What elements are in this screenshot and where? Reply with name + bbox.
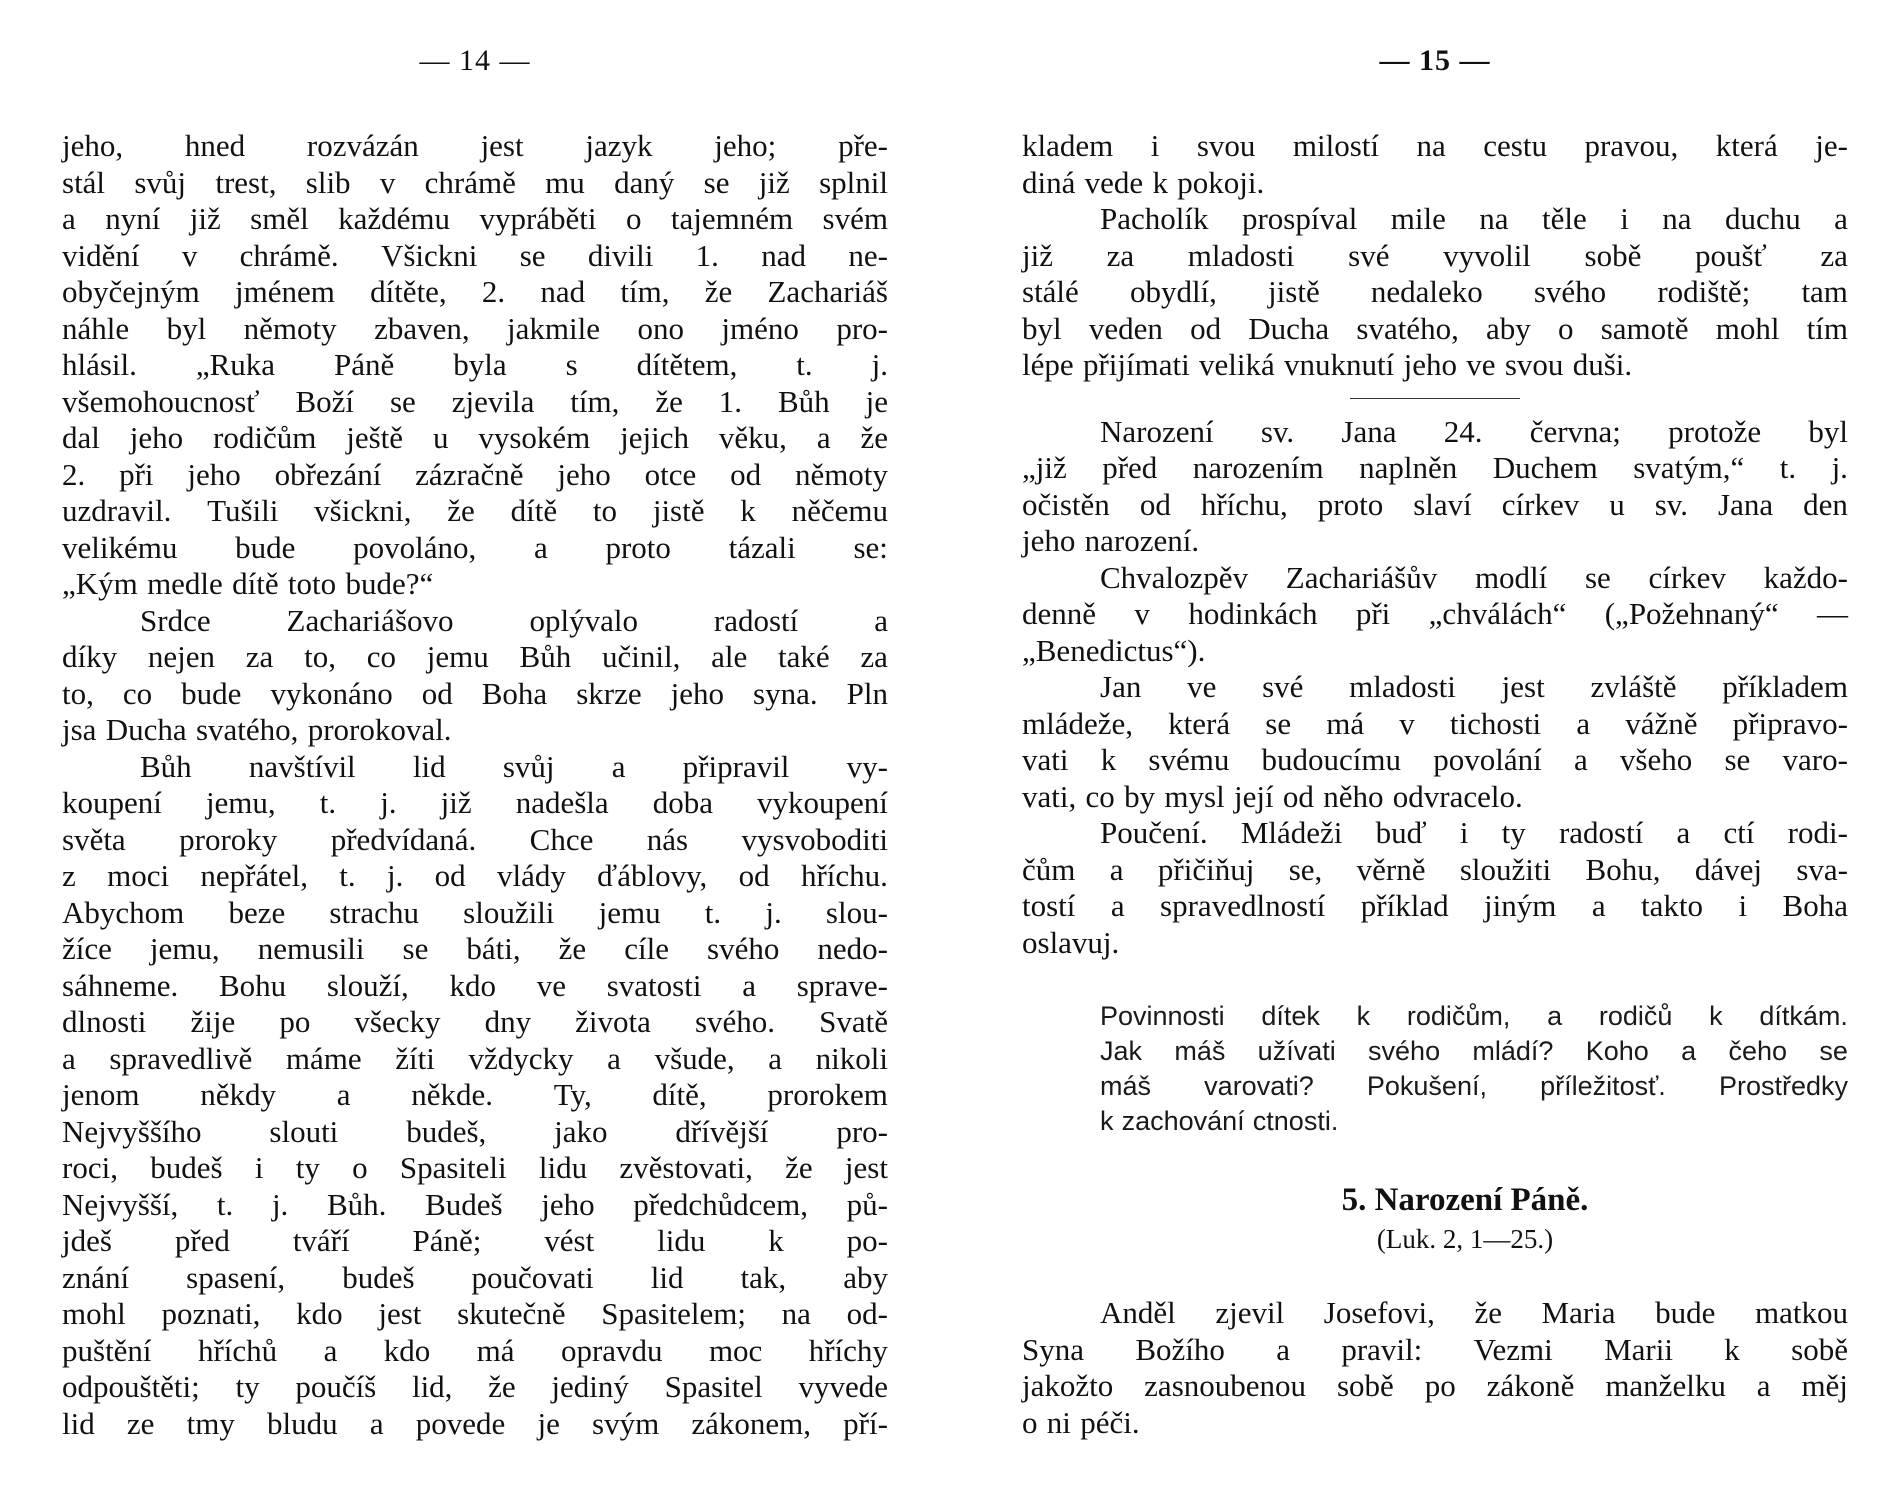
- text-line: a spravedlivě máme žíti vždycky a všude, a nikoli: [62, 1040, 888, 1076]
- text-line: máš varovati? Pokušení, příležitosť. Prostředky: [1100, 1071, 1848, 1101]
- text-line: Poučení. Mládeži buď i ty radostí a ctí rodi-: [1100, 815, 1848, 850]
- text-line: jenom někdy a někde. Ty, dítě, prorokem: [62, 1077, 888, 1112]
- text-line: vati, co by mysl její od něho odvracelo.: [1022, 778, 1523, 814]
- text-line: Nejvyššího slouti budeš, jako dřívější pro-: [62, 1113, 888, 1149]
- text-line: a nyní již směl každému vypráběti o tajemném svém: [62, 201, 888, 236]
- chapter-title: 5. Narození Páně.: [1341, 1182, 1589, 1218]
- text-line: vati k svému budoucímu povolání a všeho se varo-: [1022, 742, 1848, 777]
- text-line: dlnosti žije po všecky dny života svého. Svatě: [62, 1004, 888, 1039]
- text-line: koupení jemu, t. j. již nadešla doba vykoupení: [62, 785, 888, 820]
- text-line: mohl poznati, kdo jest skutečně Spasitelem; na od-: [62, 1296, 888, 1331]
- text-line: z moci nepřátel, t. j. od vlády ďáblovy, od hříchu.: [62, 858, 888, 893]
- text-line: roci, budeš i ty o Spasiteli lidu zvěstovati, že jest: [62, 1150, 888, 1185]
- text-line: obyčejným jménem dítěte, 2. nad tím, že Zachariáš: [62, 274, 888, 309]
- text-line: Pacholík prospíval mile na těle i na duchu a: [1100, 201, 1848, 236]
- text-line: Anděl zjevil Josefovi, že Maria bude matkou: [1100, 1295, 1848, 1330]
- left-page-body: [62, 128, 888, 1442]
- text-line: tostí a spravedlností příklad jiným a takto i Boha: [1022, 888, 1848, 923]
- text-line: denně v hodinkách při „chválách“ („Požehnaný“ —: [1022, 596, 1848, 631]
- text-line: znání spasení, budeš poučovati lid tak, aby: [62, 1259, 888, 1295]
- text-line: žíce jemu, nemusili se báti, že cíle svého nedo-: [62, 931, 888, 966]
- text-line: čům a přičiňuj se, věrně sloužiti Bohu, dávej sva-: [1022, 851, 1848, 887]
- text-line: puštění hříchů a kdo má opravdu moc hříchy: [62, 1332, 888, 1368]
- text-line: o ni péči.: [1022, 1404, 1140, 1440]
- text-line: to, co bude vykonáno od Boha skrze jeho syna. Pln: [62, 675, 888, 711]
- text-line: Chvalozpěv Zachariášův modlí se církev každo-: [1100, 559, 1848, 595]
- right-paragraph-block-1: [1022, 128, 1848, 384]
- chapter-reference: (Luk. 2, 1—25.): [1376, 1224, 1554, 1254]
- text-line: kladem i svou milostí na cestu pravou, která je-: [1022, 128, 1848, 163]
- text-line: Nejvyšší, t. j. Bůh. Budeš jeho předchůdcem, pů-: [62, 1186, 888, 1222]
- text-line: Jak máš užívati svého mládí? Koho a čeho se: [1100, 1036, 1848, 1066]
- text-line: byl veden od Ducha svatého, aby o samotě mohl tím: [1022, 310, 1848, 346]
- text-line: lépe přijímati veliká vnuknutí jeho ve svou duši.: [1022, 347, 1633, 382]
- text-line: jakožto zasnoubenou sobě po zákoně manželku a měj: [1022, 1368, 1848, 1403]
- page-number-right: — 15 —: [1379, 44, 1491, 77]
- text-line: vidění v chrámě. Všickni se divili 1. nad ne-: [62, 237, 888, 273]
- text-line: očistěn od hříchu, proto slaví církev u sv. Jana den: [1022, 486, 1848, 522]
- right-paragraph-block-2: [1022, 414, 1848, 962]
- page-number-left: — 14 —: [419, 44, 531, 77]
- text-line: Bůh navštívil lid svůj a připravil vy-: [140, 748, 888, 784]
- left-page: [62, 0, 888, 1500]
- text-line: uzdravil. Tušili všickni, že dítě to jistě k něčemu: [62, 493, 888, 528]
- review-questions: [1100, 999, 1848, 1139]
- right-page-body: [1022, 128, 1848, 1441]
- text-line: jdeš před tváří Páně; vést lidu k po-: [62, 1223, 888, 1258]
- text-line: dal jeho rodičům ještě u vysokém jejich věku, a že: [62, 420, 888, 455]
- section-divider: [1022, 392, 1848, 406]
- text-line: „Benedictus“).: [1022, 632, 1206, 668]
- text-line: „již před narozením naplněn Duchem svatým,“ t. j.: [1022, 450, 1848, 485]
- text-line: stálé obydlí, jistě nedaleko svého rodiště; tam: [1022, 274, 1848, 309]
- text-line: „Kým medle dítě toto bude?“: [62, 566, 434, 601]
- text-line: Srdce Zachariášovo oplývalo radostí a: [140, 602, 888, 638]
- right-page: [1022, 0, 1848, 1500]
- text-line: Syna Božího a pravil: Vezmi Marii k sobě: [1022, 1331, 1848, 1367]
- text-line: lid ze tmy bludu a povede je svým zákonem, pří-: [62, 1405, 888, 1441]
- text-line: Abychom beze strachu sloužili jemu t. j. slou-: [62, 894, 888, 930]
- text-line: všemohoucnosť Boží se zjevila tím, že 1. Bůh je: [62, 383, 888, 419]
- text-line: sáhneme. Bohu slouží, kdo ve svatosti a sprave-: [62, 967, 888, 1003]
- text-line: diná vede k pokoji.: [1022, 164, 1265, 200]
- text-line: Narození sv. Jana 24. června; protože byl: [1100, 413, 1848, 449]
- text-line: náhle byl němoty zbaven, jakmile ono jméno pro-: [62, 310, 888, 346]
- text-line: díky nejen za to, co jemu Bůh učinil, ale také za: [62, 639, 888, 674]
- right-paragraph-block-3: [1022, 1295, 1848, 1441]
- text-line: 2. při jeho obřezání zázračně jeho otce od němoty: [62, 456, 888, 492]
- text-line: jsa Ducha svatého, prorokoval.: [62, 712, 452, 747]
- text-line: Povinnosti dítek k rodičům, a rodičů k dítkám.: [1100, 1001, 1848, 1031]
- text-line: hlásil. „Ruka Páně byla s dítětem, t. j.: [62, 347, 888, 382]
- text-line: světa proroky předvídaná. Chce nás vysvoboditi: [62, 821, 888, 857]
- text-line: mládeže, která se má v tichosti a vážně připravo-: [1022, 705, 1848, 741]
- text-line: odpouštěti; ty poučíš lid, že jediný Spasitel vyvede: [62, 1369, 888, 1404]
- text-line: oslavuj.: [1022, 924, 1120, 960]
- text-line: Jan ve své mladosti jest zvláště příkladem: [1100, 669, 1848, 704]
- text-line: velikému bude povoláno, a proto tázali se:: [62, 529, 888, 565]
- text-line: k zachování ctnosti.: [1100, 1106, 1339, 1136]
- text-line: již za mladosti své vyvolil sobě poušť za: [1022, 237, 1848, 273]
- text-line: jeho, hned rozvázán jest jazyk jeho; pře-: [62, 128, 888, 163]
- text-line: stál svůj trest, slib v chrámě mu daný se již splnil: [62, 164, 888, 200]
- text-line: jeho narození.: [1022, 523, 1200, 558]
